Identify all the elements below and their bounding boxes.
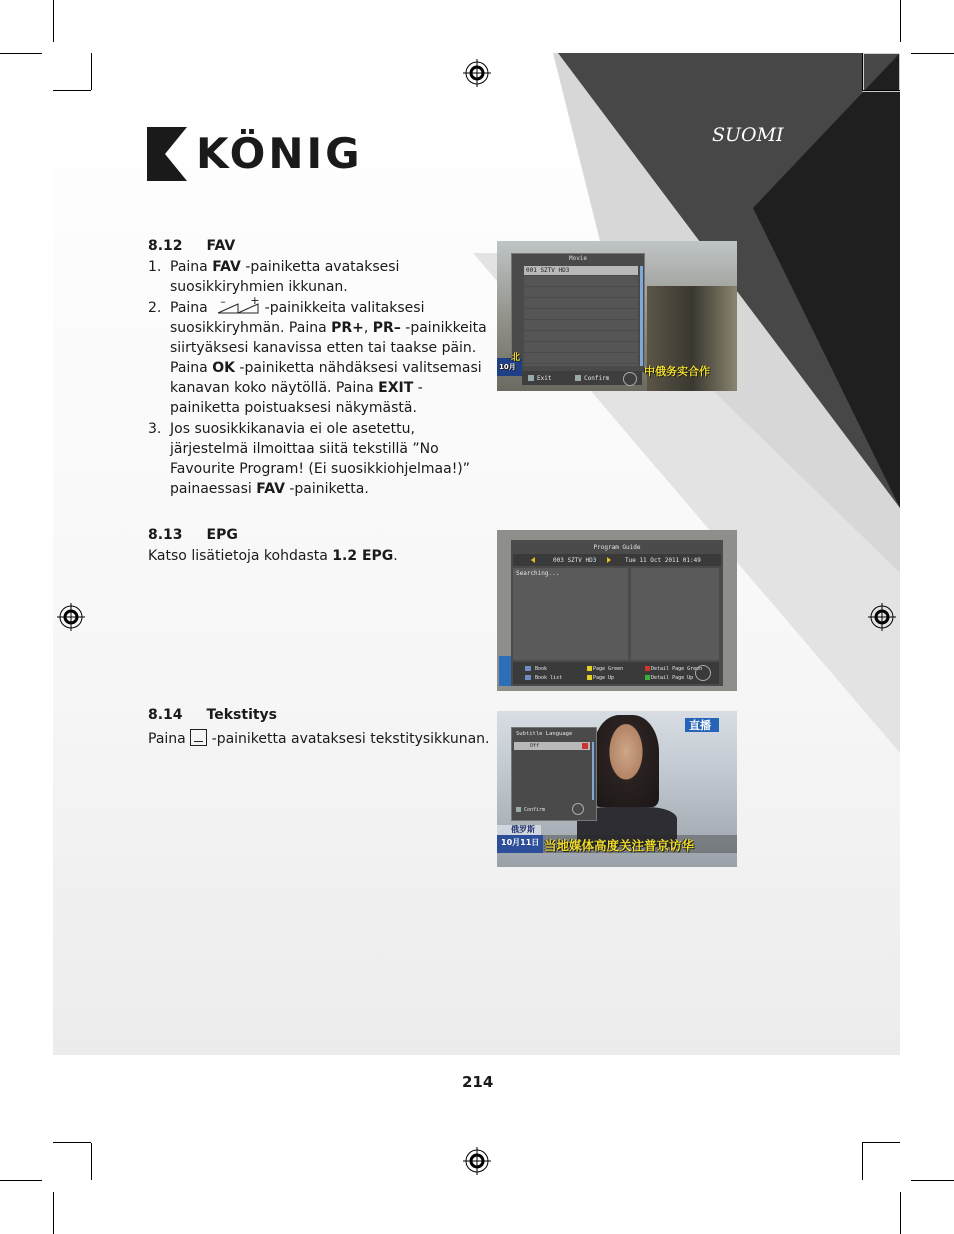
section-number: 8.12 [148, 238, 183, 254]
step-2-line-6: painiketta poistuaksesi näkymästä. [170, 400, 417, 416]
crop-mark [862, 1143, 863, 1180]
presenter-figure [593, 715, 659, 807]
section-number: 8.14 [148, 707, 183, 723]
crop-mark [53, 1142, 91, 1143]
vol-minus-label: – [220, 294, 226, 308]
navigation-pad-icon [623, 372, 637, 386]
step-2-line-1 [170, 293, 425, 318]
fav-list-rows [524, 276, 638, 366]
brand-name: KÖNIG [196, 129, 363, 178]
book-list-key-icon [525, 675, 531, 680]
registration-mark-icon [463, 1147, 491, 1175]
epg-reference: 1.2 EPG [332, 548, 394, 564]
step-2-line-3: siirtyäksesi kanavissa etten tai taakse päin. [170, 339, 477, 356]
text-run: Paina [170, 259, 213, 275]
crop-mark [900, 0, 901, 42]
section-heading-subtitle [148, 707, 277, 723]
news-tag-text: 北 [511, 353, 521, 363]
text-run: -painikkeita valitaksesi [264, 299, 425, 316]
prev-arrow-icon [531, 557, 535, 563]
crop-mark [91, 1143, 92, 1180]
crop-mark [862, 53, 863, 90]
crop-mark [0, 1180, 42, 1181]
subtitle-confirm-hint: Confirm [524, 807, 546, 813]
news-date-text: 10月 [499, 363, 516, 371]
subtitle-text [148, 729, 489, 749]
date-text: 10月11日 [501, 838, 540, 847]
step-3-line-4 [170, 479, 369, 499]
crop-mark [53, 90, 91, 91]
section-title: Tekstitys [206, 707, 278, 723]
exit-key-label: EXIT [378, 379, 414, 396]
step-2-line-5 [170, 378, 423, 398]
step-1-line-2: suosikkiryhmien ikkunan. [170, 279, 348, 295]
red-key-icon [645, 666, 650, 671]
fav-key-label: FAV [256, 481, 285, 497]
text-run: painaessasi [170, 481, 257, 497]
text-run: -painiketta nähdäksesi valitsemasi [234, 359, 482, 376]
navigation-pad-icon [572, 803, 584, 815]
epg-detail-panel [631, 568, 719, 660]
fav-channel-label: 001 SZTV HD3 [526, 267, 570, 274]
crop-mark [53, 1192, 54, 1234]
ok-key-icon [575, 375, 581, 381]
crop-mark [862, 90, 900, 91]
step-2-line-4 [170, 358, 482, 378]
place-text: 俄罗斯 [511, 825, 535, 834]
fav-caption: 中俄务实合作 [644, 365, 710, 378]
epg-text [148, 546, 398, 566]
language-label: SUOMI [712, 124, 784, 146]
legend-book: Book [535, 666, 548, 672]
registration-mark-icon [868, 603, 896, 631]
next-arrow-icon [607, 557, 611, 563]
page-number: 214 [462, 1073, 494, 1091]
step-number: 2. [148, 299, 162, 316]
subtitle-key-icon [190, 729, 207, 746]
legend-detail-page-green: Detail Page Green [651, 666, 703, 672]
fav-screenshot [497, 241, 737, 391]
crop-mark [900, 1192, 901, 1234]
epg-channel: 003 SZTV HD3 [553, 557, 597, 564]
text-run: -painiketta avataksesi [240, 259, 400, 275]
registration-mark-icon [57, 603, 85, 631]
step-3-line-1: Jos suosikkikanavia ei ole asetettu, [170, 420, 415, 437]
section-title: EPG [206, 527, 238, 543]
text-run: -painikkeita [400, 319, 487, 336]
fav-exit-hint: Exit [537, 375, 552, 382]
konig-logo-icon [147, 127, 187, 181]
yellow-key-icon [587, 675, 592, 680]
epg-datetime: Tue 11 Oct 2011 01:49 [625, 557, 701, 564]
book-key-icon [525, 666, 531, 671]
section-title: FAV [206, 238, 236, 254]
fav-menu-title: Movie [568, 255, 588, 262]
vol-plus-label: + [250, 293, 260, 307]
text-run: Paina [170, 359, 213, 376]
text-run: Paina [170, 299, 208, 316]
step-number: 1. [148, 259, 162, 275]
fav-menu-window [511, 253, 645, 373]
step-3-line-3: Favourite Program! (Ei suosikkiohjelmaa!)” [170, 460, 471, 477]
yellow-key-icon [587, 666, 592, 671]
registration-mark-icon [463, 59, 491, 87]
crop-mark [0, 53, 42, 54]
subtitle-option: Off [530, 743, 540, 749]
text-run: Katso lisätietoja kohdasta [148, 548, 333, 564]
green-key-icon [645, 675, 650, 680]
epg-status: Searching... [516, 570, 560, 577]
fav-scrollbar [640, 266, 643, 366]
crop-mark [862, 1142, 900, 1143]
live-badge-text: 直播 [689, 719, 711, 732]
text-run: , [363, 319, 373, 336]
text-run: -painiketta. [284, 481, 369, 497]
volume-keys-icon [212, 293, 260, 315]
fav-confirm-hint: Confirm [584, 375, 610, 382]
navigation-pad-icon [695, 665, 711, 681]
section-number: 8.13 [148, 527, 183, 543]
subtitle-screenshot [497, 711, 737, 867]
pr-plus-key-label: PR+ [331, 319, 364, 336]
text-run: -painiketta avataksesi tekstitysikkunan. [211, 731, 490, 747]
epg-screenshot [497, 530, 737, 691]
legend-detail-page-up: Detail Page Up [651, 675, 694, 681]
legend-page-up: Page Up [593, 675, 615, 681]
step-1-line-1 [170, 257, 399, 277]
step-number: 3. [148, 420, 162, 437]
selected-mark-icon [582, 743, 588, 749]
legend-page-green: Page Green [593, 666, 624, 672]
step-2-line-2 [170, 318, 487, 338]
tv-logo-fragment [499, 656, 511, 686]
fav-key-label: FAV [212, 259, 241, 275]
subtitle-language-window [511, 727, 597, 821]
crop-mark [911, 53, 954, 54]
fav-steps-list [148, 257, 488, 502]
subtitle-selected-row [514, 742, 590, 750]
subtitle-caption: 当地媒体高度关注普京访华 [544, 838, 695, 853]
epg-event-list [513, 568, 628, 660]
subtitle-window-title: Subtitle Language [516, 731, 573, 737]
ok-key-label: OK [212, 359, 235, 376]
step-3-line-2: järjestelmä ilmoittaa siitä tekstillä ”No [170, 440, 439, 457]
crop-mark [53, 0, 54, 42]
text-run: suosikkiryhmän. Paina [170, 319, 332, 336]
pr-minus-key-label: PR– [372, 319, 401, 336]
crop-mark [911, 1180, 954, 1181]
epg-title: Program Guide [593, 544, 641, 551]
text-run: kanavan koko näytöllä. Paina [170, 379, 379, 396]
text-run: Paina [148, 731, 186, 747]
crop-mark [91, 53, 92, 90]
text-run: - [413, 379, 423, 396]
section-heading-fav [148, 238, 235, 254]
subtitle-scrollbar [592, 742, 594, 800]
section-heading-epg [148, 527, 238, 543]
text-run: . [393, 548, 398, 564]
epg-window [511, 540, 723, 686]
ok-key-icon [516, 807, 521, 812]
legend-book-list: Book list [535, 675, 563, 681]
exit-key-icon [528, 375, 534, 381]
